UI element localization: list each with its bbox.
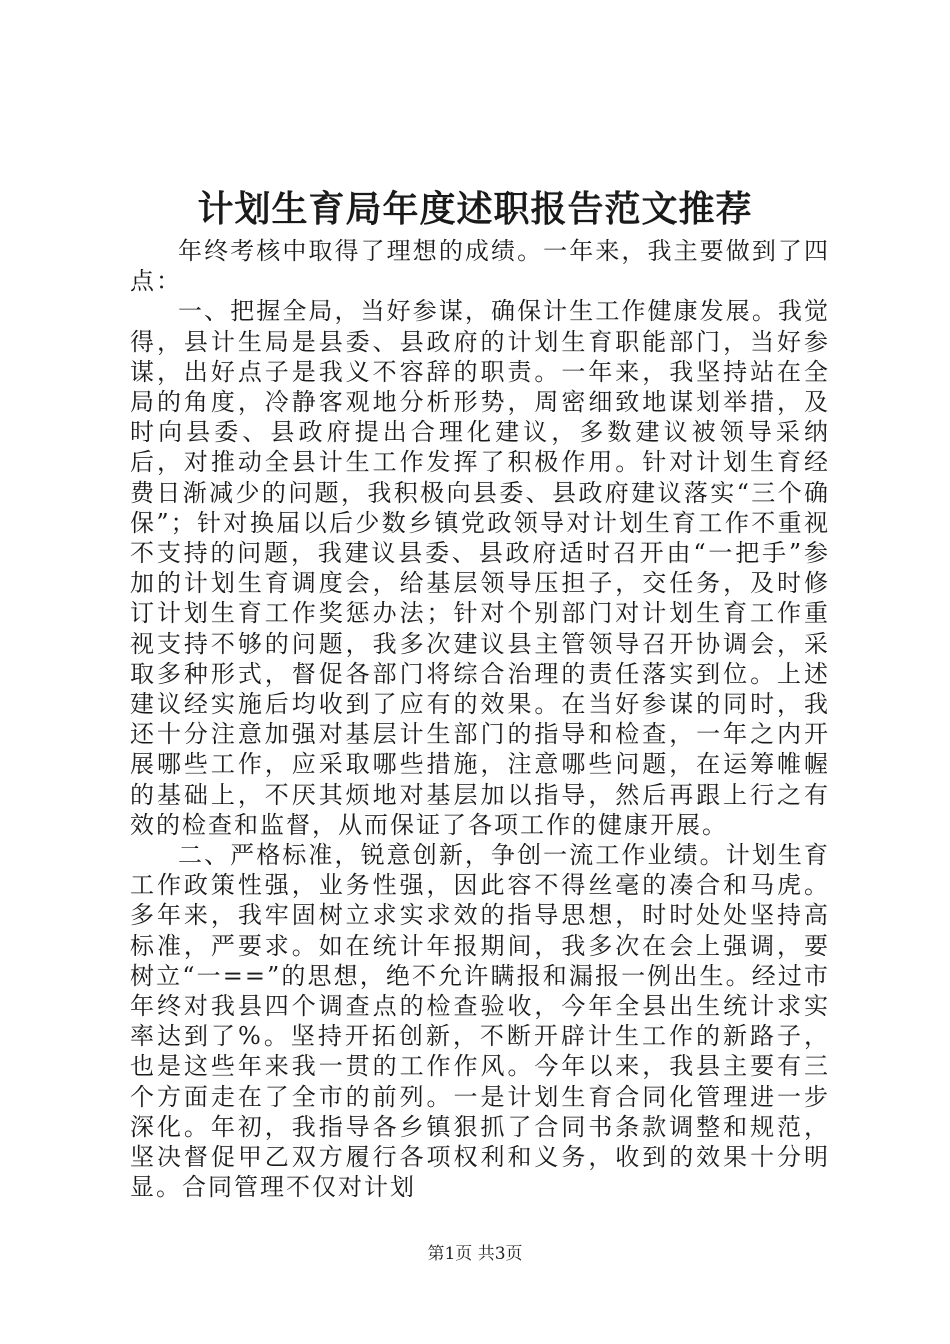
document-title: 计划生育局年度述职报告范文推荐: [197, 188, 753, 230]
document-body: [130, 236, 830, 1203]
page-footer: 第1页 共3页: [427, 1244, 523, 1264]
paragraph-intro: 年终考核中取得了理想的成绩。一年来，我主要做到了四点：: [130, 237, 830, 296]
paragraph-section-one: 一、把握全局，当好参谋，确保计生工作健康发展。我觉得，县计生局是县委、县政府的计划生育职能部门，当好参谋，出好点子是我义不容辞的职责。一年来，我坚持站在全局的角度，冷静客观地分析形势，周密细致地谋划举措，及时向县委、县政府提出合理化建议，多数建议被领导采纳后，对推动全县计生工作发挥了积极作用。针对计划生育经费日渐减少的问题，我积极向县委、县政府建议落实“三个确保”；针对换届以后少数乡镇党政领导对计划生育工作不重视不支持的问题，我建议县委、县政府适时召开由“一把手”参加的计划生育调度会，给基层领导压担子，交任务，及时修订计划生育工作奖惩办法；针对个别部门对计划生育工作重视支持不够的问题，我多次建议县主管领导召开协调会，采取多种形式，督促各部门将综合治理的责任落实到位。上述建议经实施后均收到了应有的效果。在当好参谋的同时，我还十分注意加强对基层计生部门的指导和检查，一年之内开展哪些工作，应采取哪些措施，注意哪些问题，在运筹帷幄的基础上，不厌其烦地对基层加以指导，然后再跟上行之有效的检查和监督，从而保证了各项工作的健康开展。: [130, 297, 830, 839]
paragraph-section-two: 二、严格标准，锐意创新，争创一流工作业绩。计划生育工作政策性强，业务性强，因此容不得丝毫的凑合和马虎。多年来，我牢固树立求实求效的指导思想，时时处处坚持高标准，严要求。如在统计年报期间，我多次在会上强调，要树立“一==”的思想，绝不允许瞒报和漏报一例出生。经过市年终对我县四个调查点的检查验收，今年全县出生统计求实率达到了%。坚持开拓创新，不断开辟计生工作的新路子，也是这些年来我一贯的工作作风。今年以来，我县主要有三个方面走在了全市的前列。一是计划生育合同化管理进一步深化。年初，我指导各乡镇狠抓了合同书条款调整和规范，坚决督促甲乙双方履行各项权利和义务，收到的效果十分明显。合同管理不仅对计划: [130, 841, 830, 1202]
